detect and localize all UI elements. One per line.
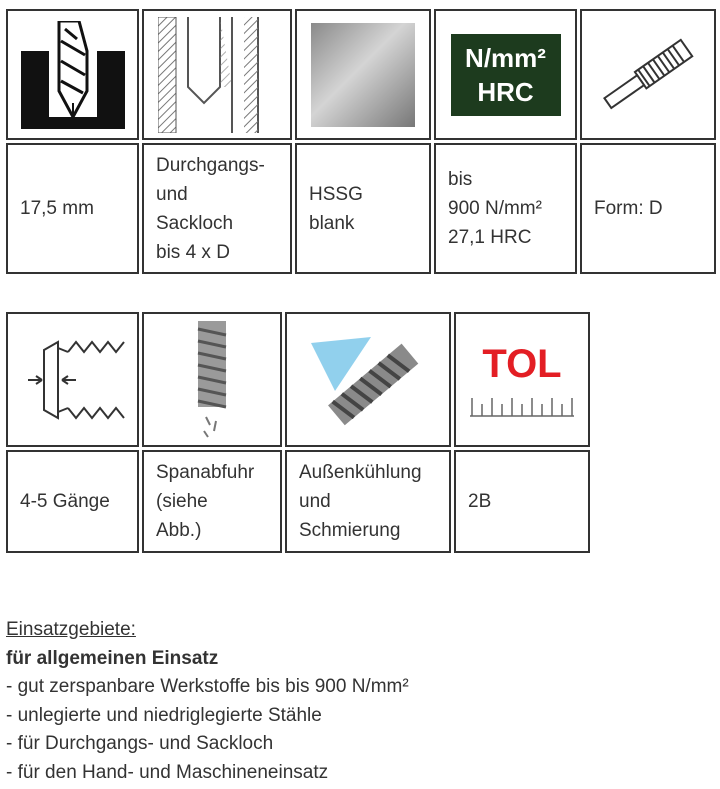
tolerance-icon bbox=[470, 342, 574, 418]
tap-form-cell bbox=[580, 9, 716, 140]
hole-type-icon bbox=[158, 17, 276, 133]
form-value-cell bbox=[580, 143, 716, 274]
chip-removal-value-cell bbox=[142, 450, 282, 553]
chip-removal-value: Spanabfuhr (siehe Abb.) bbox=[156, 462, 255, 541]
hole-type-value: Durchgangs- und Sackloch bis 4 x D bbox=[156, 154, 265, 263]
hole-type-value-cell bbox=[142, 143, 292, 274]
hole-type-cell bbox=[142, 9, 292, 140]
tolerance-value: 2B bbox=[468, 491, 492, 512]
usage-list-item: - für Durchgangs- und Sackloch bbox=[6, 733, 274, 754]
cooling-value: Außenkühlung und Schmierung bbox=[299, 462, 422, 541]
thread-count-value-cell bbox=[6, 450, 139, 553]
strength-hardness-icon bbox=[451, 34, 561, 116]
usage-list bbox=[6, 673, 409, 787]
material-value-cell bbox=[295, 143, 431, 274]
thread-count-value: 4-5 Gänge bbox=[20, 491, 110, 512]
specs-table-1 bbox=[6, 9, 716, 274]
external-cooling-icon bbox=[311, 321, 425, 439]
chip-removal-icon bbox=[182, 321, 242, 439]
tolerance-cell bbox=[454, 312, 590, 447]
thread-chamfer-cell bbox=[6, 312, 139, 447]
strength-unit-label: N/mm² bbox=[465, 42, 546, 73]
form-value: Form: D bbox=[594, 198, 663, 219]
material-surface-icon bbox=[311, 23, 415, 127]
ruler-icon bbox=[470, 392, 574, 418]
tolerance-value-cell bbox=[454, 450, 590, 553]
usage-list-item: - unlegierte und niedriglegierte Stähle bbox=[6, 704, 322, 726]
strength-hardness-cell bbox=[434, 9, 577, 140]
external-cooling-cell bbox=[285, 312, 451, 447]
hardness-unit-label: HRC bbox=[477, 76, 534, 107]
cooling-value-cell bbox=[285, 450, 451, 553]
drill-diameter-icon bbox=[21, 21, 125, 129]
material-surface-cell bbox=[295, 9, 431, 140]
material-value: HSSG blank bbox=[309, 183, 363, 234]
usage-heading: Einsatzgebiete: bbox=[6, 619, 136, 640]
usage-subheading: für allgemeinen Einsatz bbox=[6, 647, 219, 669]
specs-table-2 bbox=[6, 312, 590, 553]
usage-list-item: - gut zerspanbare Werkstoffe bis bis 900 N/mm² bbox=[6, 676, 409, 697]
thread-chamfer-icon bbox=[18, 340, 128, 420]
chip-removal-cell bbox=[142, 312, 282, 447]
usage-info bbox=[6, 616, 409, 787]
tolerance-label: TOL bbox=[482, 341, 562, 386]
tap-form-icon bbox=[599, 35, 697, 115]
strength-value-cell bbox=[434, 143, 577, 274]
usage-list-item: - für den Hand- und Maschineneinsatz bbox=[6, 761, 329, 783]
strength-value: bis 900 N/mm² 27,1 HRC bbox=[448, 169, 542, 248]
diameter-value: 17,5 mm bbox=[20, 198, 94, 219]
diameter-value-cell bbox=[6, 143, 139, 274]
drill-diameter-cell bbox=[6, 9, 139, 140]
